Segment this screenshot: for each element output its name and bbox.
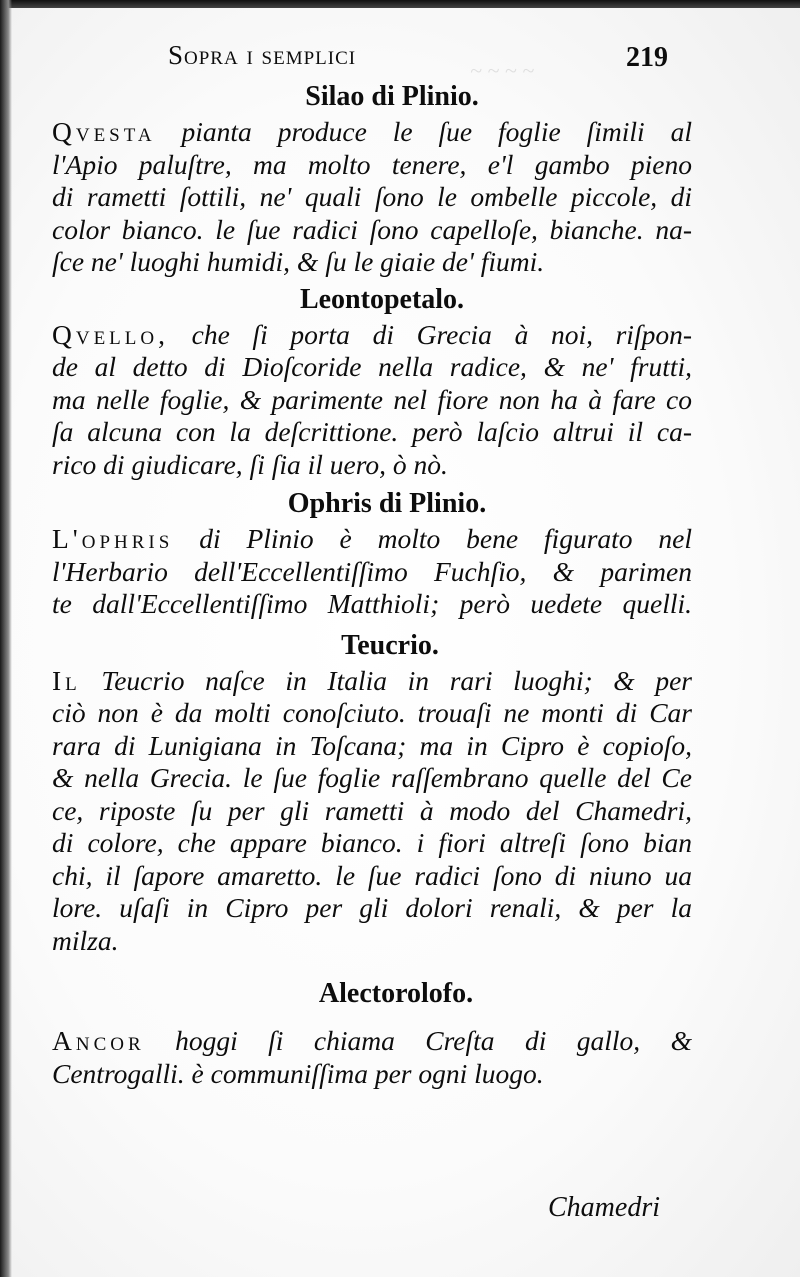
line-text: hoggi ſi chiama Creſta di gallo, & [144,1025,692,1056]
text-line: lore. uſaſi in Cipro per gli dolori renali, & per la [52,892,692,923]
text-line: color bianco. le ſue radici ſono capelloſe, bianche. na- [52,213,692,245]
section-title: Silao di Plinio. [305,81,479,112]
initial-word: Qvello, [52,318,169,350]
text-line: ciò non è da molti conoſciuto. trouaſi ne monti di Car [52,697,692,728]
section-text [52,116,692,279]
scan-edge-left [0,0,12,1277]
section-title: Ophris di Plinio. [287,488,487,519]
text-line [52,319,692,352]
text-line: chi, il ſapore amaretto. le ſue radici ſono di niuno ua [52,859,692,891]
text-line: te dall'Eccellentiſſimo Matthioli; però uedete quelli. [52,588,692,619]
text-line: & nella Grecia. le ſue foglie raſſembrano quelle del Ce [52,762,692,793]
running-head: Sopra i semplici [168,40,357,70]
text-line: ſce ne' luoghi humidi, & ſu le giaie de' fiumi. [52,246,545,277]
section-text [52,523,692,621]
text-line [52,1025,692,1058]
text-line: di rametti ſottili, ne' quali ſono le ombelle piccole, di [52,181,692,212]
initial-word: Qvesta [52,116,156,147]
page-header [168,40,668,80]
text-line [52,523,692,556]
text-line [52,116,692,149]
show-through: ~ ~ ~ ~ [470,58,535,83]
section-title: Alectorolofo. [318,978,474,1009]
section-text [52,665,692,958]
text-line: Centrogalli. è communiſſima per ogni luogo. [52,1057,544,1089]
line-text: di Plinio è molto bene figurato nel [173,523,692,554]
line-text: che ſi porta di Grecia à noi, riſpon- [169,318,692,350]
section-title: Teucrio. [341,629,439,661]
text-line: ſa alcuna con la deſcrittione. però laſcio altrui il ca- [52,416,692,447]
text-line: l'Herbario dell'Eccellentiſſimo Fuchſio, & parimen [52,555,692,587]
text-line [52,665,692,698]
text-line: l'Apio paluſtre, ma molto tenere, e'l gambo pieno [52,148,692,180]
text-line: rara di Lunigiana in Toſcana; ma in Cipro è copioſo, [52,729,692,761]
section-title: Leontopetalo. [299,283,465,315]
text-line: ce, riposte ſu per gli rametti à modo del Chamedri, [52,794,692,826]
initial-word: Il [52,664,81,696]
line-text: pianta produce le ſue foglie ſimili al [155,116,692,147]
text-line: di colore, che appare bianco. i fiori altreſi ſono bian [52,827,692,858]
text-line: de al detto di Dioſcoride nella radice, & ne' frutti, [52,351,692,382]
line-text: Teucrio naſce in Italia in rari luoghi; & per [80,664,692,696]
initial-word: L'ophris [52,523,174,554]
text-line: ma nelle foglie, & parimente nel fiore non ha à fare co [52,383,692,415]
page-number: 219 [626,42,668,73]
section-text [52,319,692,482]
text-line: rico di giudicare, ſi ſia il uero, ò nò. [52,448,448,480]
catchword: Chamedri [548,1192,660,1223]
section-text [52,1025,692,1090]
initial-word: Ancor [52,1025,145,1056]
text-line: milza. [52,924,119,956]
page-body [52,78,692,1090]
scan-edge-top [0,0,800,8]
